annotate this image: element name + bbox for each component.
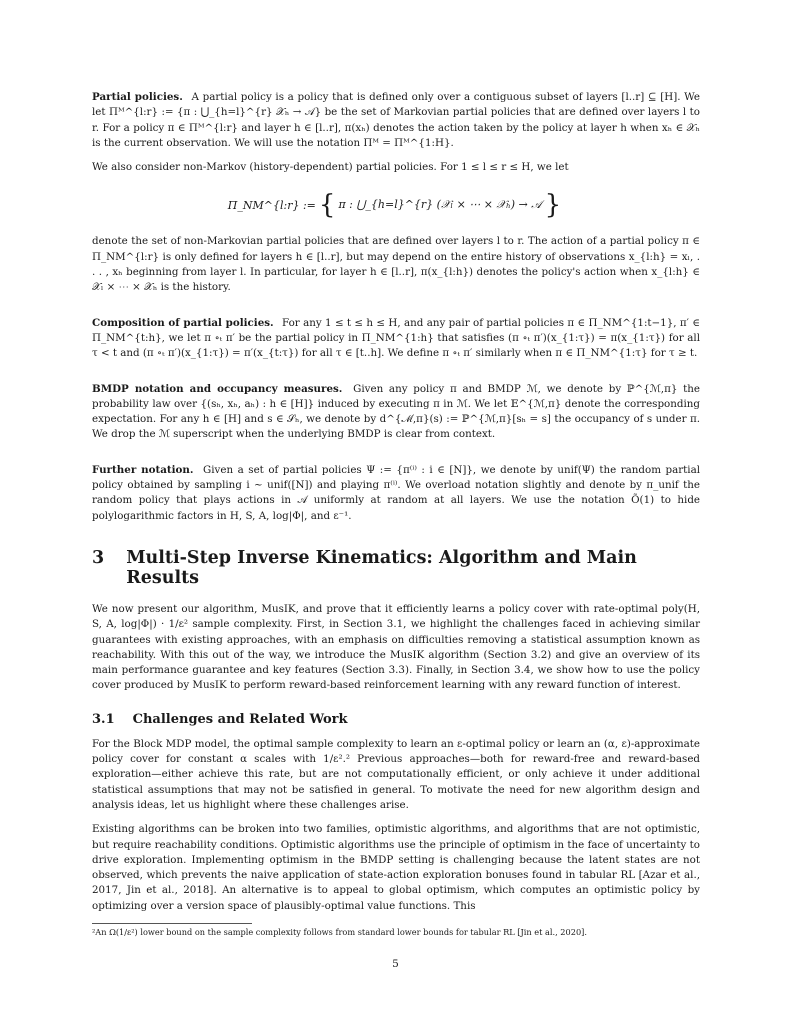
right-brace: } xyxy=(544,190,562,221)
heading-partial-policies: Partial policies. xyxy=(92,91,183,103)
heading-further-notation: Further notation. xyxy=(92,463,194,476)
footnote: ²An Ω(1/ε²) lower bound on the sample complexity follows from standard lower bounds for tabular RL [Jin et al., 2020]. xyxy=(92,926,587,937)
paragraph-section-intro: We now present our algorithm, MusIK, and prove that it efficiently learns a policy cover with rate-optimal poly(H, S, A, log|Φ|) · 1/ε² sample complexity. First, in Section 3.1, we highlight the challenges faced in achieving similar guarantees with existing approaches, with an emphasis on difficulties removing a statistical assumption known as reachability. With this out of the way, we introduce the MusIK algorithm (Section 3.2) and give an overview of its main performance guarantee and key features (Section 3.3). Finally, in Section 3.4, we show how to use the policy cover produced by MusIK to perform reward-based reinforcement learning with any reward function of interest. xyxy=(92,602,700,692)
page-body xyxy=(92,90,700,938)
paragraph-challenges: For the Block MDP model, the optimal sample complexity to learn an ε-optimal policy or learn an (α, ε)-approximate policy cover for constant α scales with 1/ε².² Previous approaches—both for reward-free and reward-based exploration—either achieve this rate, but are not computationally efficient, or only achieve it under additional statistical assumptions that may not be satisfied in general. To motivate the need for new algorithm design and analysis ideas, let us highlight where these challenges arise. xyxy=(92,737,700,811)
paragraph-composition xyxy=(92,316,700,362)
display-equation xyxy=(92,184,700,226)
paragraph-further-notation xyxy=(92,463,700,524)
section-title: Multi-Step Inverse Kinematics: Algorithm and Main Results xyxy=(126,547,637,588)
paragraph-non-markov-definition: denote the set of non-Markovian partial policies that are defined over layers l to r. The action of a partial policy π ∈ Π_NM^{l:r} is only defined for layers h ∈ [l..r], but may depend on the entire history of observations x_{l:h} = xₗ, . . . , xₕ beginning from layer l. In particular, for layer h ∈ [l..r], π(x_{l:h}) denotes the policy's action when x_{l:h} ∈ 𝒳ₗ × ⋯ × 𝒳ₕ is the history. xyxy=(92,235,700,294)
text-bmdp-notation: Given any policy π and BMDP ℳ, we denote by ℙ^{ℳ,π} the probability law over {(sₕ, xₕ, aₕ) : h ∈ [H]} induced by executing π in ℳ. We let 𝔼^{ℳ,π} denote the corresponding expectation. For any h ∈ [H] and s ∈ 𝒮ₕ, we denote by d^{ℳ,π}(s) := ℙ^{ℳ,π}[sₕ = s] the occupancy of s under π. We drop the ℳ superscript when the underlying BMDP is clear from context. xyxy=(92,382,700,441)
paragraph-non-markov: We also consider non-Markov (history-dependent) partial policies. For 1 ≤ l ≤ r ≤ H, we let xyxy=(92,161,569,174)
subsection-number: 3.1 xyxy=(92,711,115,727)
equation-lhs: Π_NM^{l:r} := xyxy=(227,198,316,212)
paragraph-partial-policies xyxy=(92,90,700,151)
section-number: 3 xyxy=(92,547,105,568)
text-partial-policies: A partial policy is a policy that is defined only over a contiguous subset of layers [l..r] ⊆ [H]. We let Πᴹ^{l:r} := {π : ⋃_{h=l}^{r} 𝒳ₕ → 𝒜} be the set of Markovian partial policies that are defined over layers l to r. For a policy π ∈ Πᴹ^{l:r} and layer h ∈ [l..r], π(xₕ) denotes the action taken by the policy at layer h when xₕ ∈ 𝒳ₕ is the current observation. We will use the notation Πᴹ = Πᴹ^{1:H}. xyxy=(92,91,701,149)
footnote-rule xyxy=(92,923,252,924)
text-further-notation: Given a set of partial policies Ψ := {π⁽ⁱ⁾ : i ∈ [N]}, we denote by unif(Ψ) the random partial policy obtained by sampling i ∼ unif([N]) and playing π⁽ⁱ⁾. We overload notation slightly and denote by π_unif the random policy that plays actions in 𝒜 uniformly at random at all layers. We use the notation Õ(1) to hide polylogarithmic factors in H, S, A, log|Φ|, and ε⁻¹. xyxy=(92,463,701,522)
subsection-title: Challenges and Related Work xyxy=(132,711,348,727)
text-composition: For any 1 ≤ t ≤ h ≤ H, and any pair of partial policies π ∈ Π_NM^{1:t−1}, π′ ∈ Π_NM^{t:h}, we let π ∘ₜ π′ be the partial policy in Π_NM^{1:h} that satisfies (π ∘ₜ π′)(x_{1:τ}) = π(x_{1:τ}) for all τ < t and (π ∘ₜ π′)(x_{1:τ}) = π′(x_{t:τ}) for all τ ∈ [t..h]. We define π ∘ₜ π′ similarly when π ∈ Π_NM^{1:τ} for τ ≥ t. xyxy=(92,316,701,360)
subsection-heading xyxy=(92,712,700,727)
heading-composition: Composition of partial policies. xyxy=(92,316,274,329)
paragraph-existing-algorithms: Existing algorithms can be broken into two families, optimistic algorithms, and algorithms that are not optimistic, but require reachability conditions. Optimistic algorithms use the principle of optimism in the face of uncertainty to drive exploration. Implementing optimism in the BMDP setting is challenging because the latent states are not observed, which prevents the naive application of state-action exploration bonuses found in tabular RL [Azar et al., 2017, Jin et al., 2018]. An alternative is to appeal to global optimism, which computes an optimistic policy by optimizing over a version space of plausibly-optimal value functions. This xyxy=(92,823,700,912)
section-heading xyxy=(92,548,700,588)
left-brace: { xyxy=(318,190,336,221)
paragraph-bmdp-notation xyxy=(92,382,700,443)
equation-inner: π : ⋃_{h=l}^{r} (𝒳ₗ × ⋯ × 𝒳ₕ) → 𝒜 xyxy=(338,198,542,212)
heading-bmdp-notation: BMDP notation and occupancy measures. xyxy=(92,382,343,395)
page-number: 5 xyxy=(392,958,399,970)
